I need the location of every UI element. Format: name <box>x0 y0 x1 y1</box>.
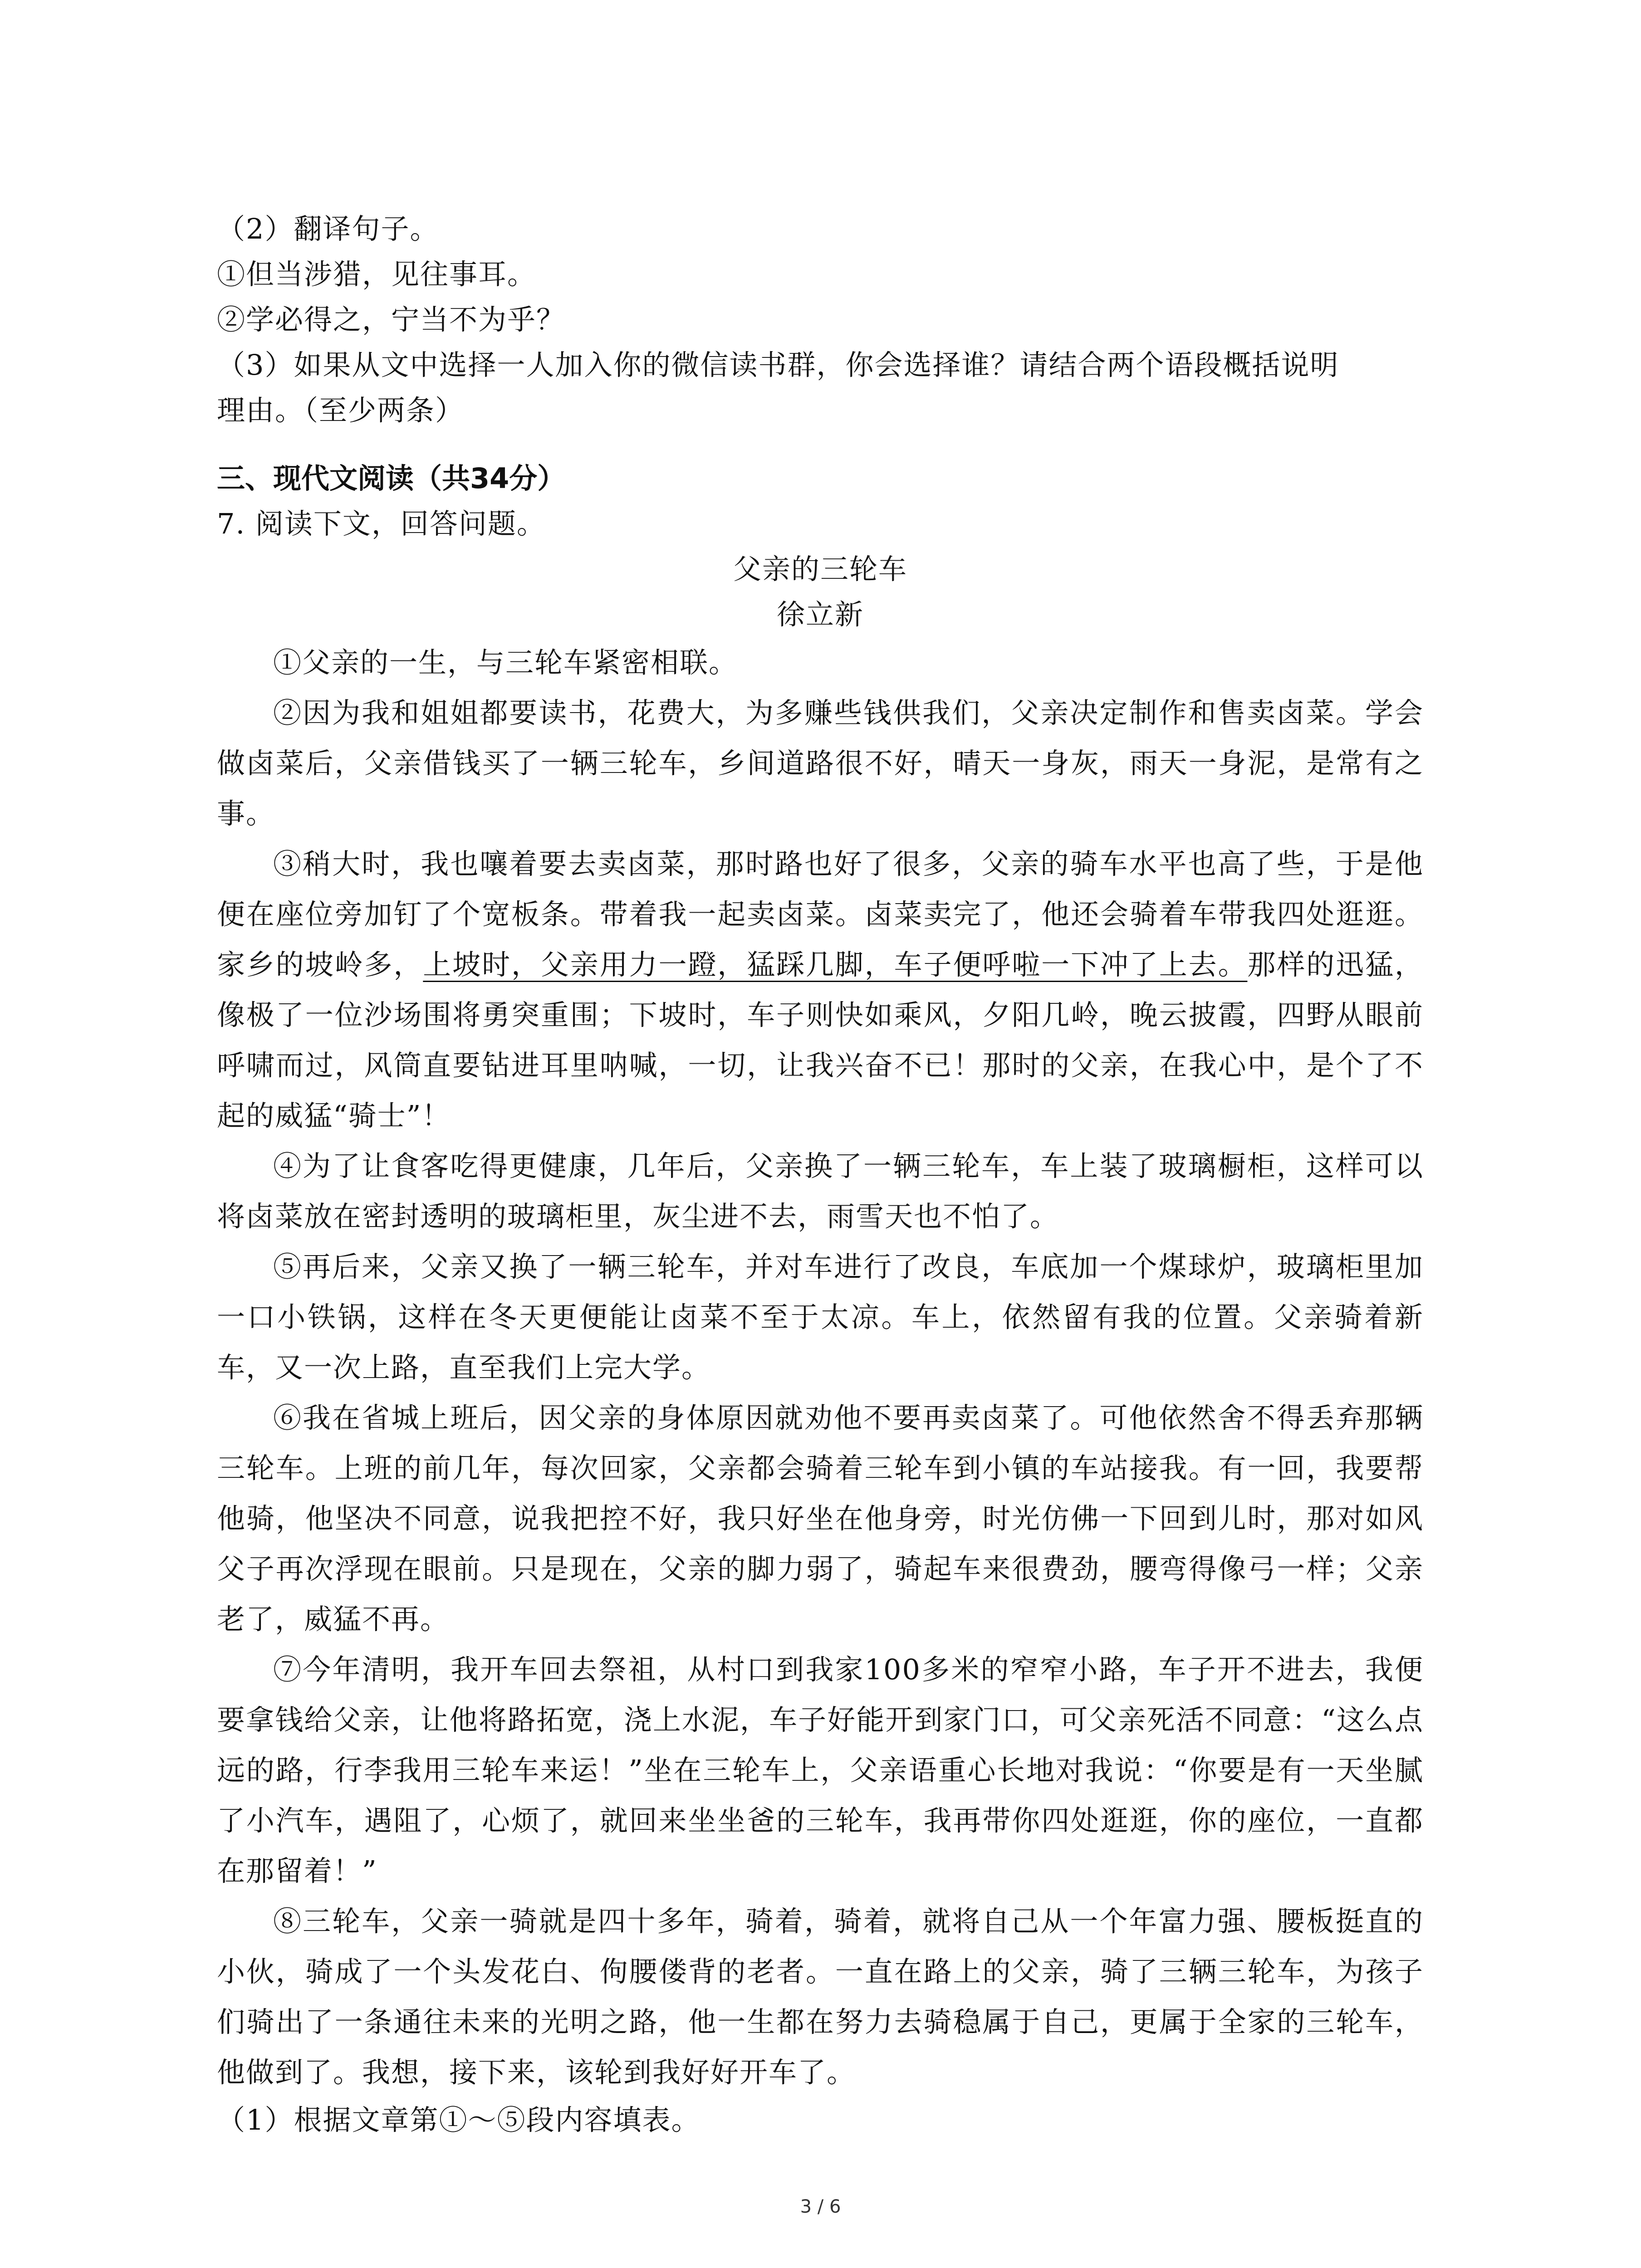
question-7-sub-1: （1）根据文章第①～⑤段内容填表。 <box>217 2103 700 2136</box>
article-author: 徐立新 <box>776 598 864 631</box>
question-2-sentence-a: ①但当涉猎，见往事耳。 <box>217 258 537 291</box>
paragraph-3-text-after: 那样的迅猛，像极了一位沙场围将勇突重围；下坡时，车子则快如乘风，夕阳几岭，晚云披霞，四野从眼前呼啸而过，风筒直要钻进耳里呐喊，一切，让我兴奋不已！那时的父亲，在我心中，是个了不起的威猛“骑士”！ <box>217 948 1424 1132</box>
article-paragraph-6: ⑥我在省城上班后，因父亲的身体原因就劝他不要再卖卤菜了。可他依然舍不得丢弃那辆三轮车。上班的前几年，每次回家，父亲都会骑着三轮车到小镇的车站接我。有一回，我要帮他骑，他坚决不同意，说我把控不好，我只好坐在他身旁，时光仿佛一下回到儿时，那对如风父子再次浮现在眼前。只是现在，父亲的脚力弱了，骑起车来很费劲，腰弯得像弓一样；父亲老了，威猛不再。 <box>217 1401 1424 1636</box>
question-7-intro: 7. 阅读下文，回答问题。 <box>217 507 546 540</box>
article-paragraph-7: ⑦今年清明，我开车回去祭祖，从村口到我家100多米的窄窄小路，车子开不进去，我便要拿钱给父亲，让他将路拓宽，浇上水泥，车子好能开到家门口，可父亲死活不同意：“这么点远的路，行李我用三轮车来运！”坐在三轮车上，父亲语重心长地对我说：“你要是有一天坐腻了小汽车，遇阻了，心烦了，就回来坐坐爸的三轮车，我再带你四处逛逛，你的座位，一直都在那留着！” <box>217 1653 1424 1887</box>
article-paragraph-3 <box>217 839 1424 1141</box>
section-heading: 三、现代文阅读（共34分） <box>217 462 566 495</box>
question-2-sentence-b: ②学必得之，宁当不为乎？ <box>217 303 566 336</box>
article-paragraph-5: ⑤再后来，父亲又换了一辆三轮车，并对车进行了改良，车底加一个煤球炉，玻璃柜里加一口小铁锅，这样在冬天更便能让卤菜不至于太凉。车上，依然留有我的位置。父亲骑着新车，又一次上路，直至我们上完大学。 <box>217 1250 1424 1384</box>
paragraph-3-underlined-sentence: 上坡时，父亲用力一蹬，猛踩几脚，车子便呼啦一下冲了上去。 <box>423 948 1248 981</box>
article-paragraph-2: ②因为我和姐姐都要读书，花费大，为多赚些钱供我们，父亲决定制作和售卖卤菜。学会做卤菜后，父亲借钱买了一辆三轮车，乡间道路很不好，晴天一身灰，雨天一身泥，是常有之事。 <box>217 696 1424 830</box>
article-paragraph-1: ①父亲的一生，与三轮车紧密相联。 <box>273 646 738 679</box>
article-title: 父亲的三轮车 <box>733 552 907 586</box>
paragraph-3-text-before: ③稍大时，我也嚷着要去卖卤菜，那时路也好了很多，父亲的骑车水平也高了些，于是他便在座位旁加钉了个宽板条。带着我一起卖卤菜。卤菜卖完了，他还会骑着车带我四处逛逛。家乡的坡岭多， <box>217 847 1424 981</box>
page-number: 3 / 6 <box>800 2196 841 2217</box>
question-3-line-2: 理由。（至少两条） <box>217 394 465 427</box>
page-content <box>217 206 1424 2143</box>
article-paragraph-8: ⑧三轮车，父亲一骑就是四十多年，骑着，骑着，就将自己从一个年富力强、腰板挺直的小伙，骑成了一个头发花白、佝腰偻背的老者。一直在路上的父亲，骑了三辆三轮车，为孩子们骑出了一条通往未来的光明之路，他一生都在努力去骑稳属于自己，更属于全家的三轮车，他做到了。我想，接下来，该轮到我好好开车了。 <box>217 1905 1424 2089</box>
article-paragraph-4: ④为了让食客吃得更健康，几年后，父亲换了一辆三轮车，车上装了玻璃橱柜，这样可以将卤菜放在密封透明的玻璃柜里，灰尘进不去，雨雪天也不怕了。 <box>217 1149 1424 1233</box>
question-3-line-1: （3）如果从文中选择一人加入你的微信读书群，你会选择谁？请结合两个语段概括说明 <box>217 348 1339 381</box>
question-2-label: （2）翻译句子。 <box>217 212 439 245</box>
